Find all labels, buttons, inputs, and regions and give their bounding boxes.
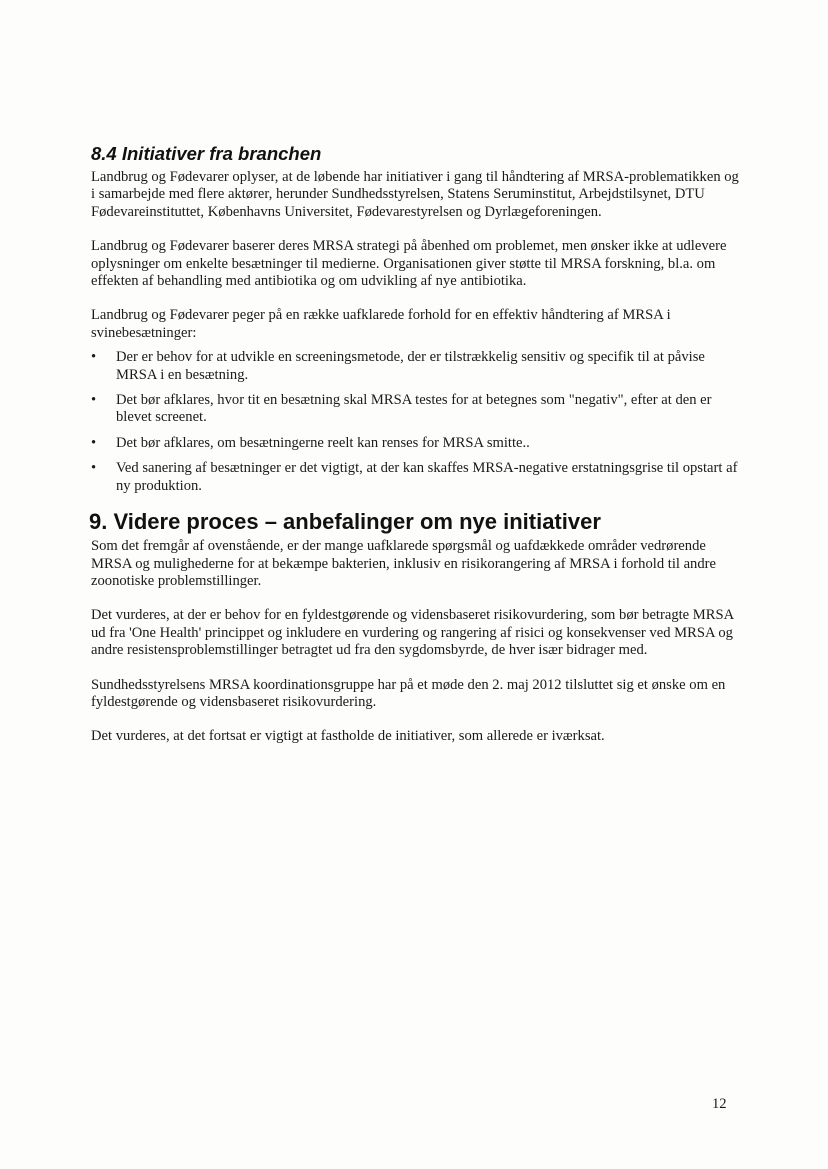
bullet-item <box>91 435 741 452</box>
section-9-paragraph-4: Det vurderes, at det fortsat er vigtigt at fastholde de initiativer, som allerede er iværksat. <box>91 728 605 745</box>
bullet-dot-icon: • <box>91 349 97 366</box>
bullet-text: Det bør afklares, hvor tit en besætning skal MRSA testes for at betegnes som "negativ", efter at den er blevet screenet. <box>116 392 712 426</box>
bullet-text: Ved sanering af besætninger er det vigtigt, at der kan skaffes MRSA-negative erstatningsgrise til opstart af ny produktion. <box>116 460 738 494</box>
bullet-dot-icon: • <box>91 460 97 477</box>
section-9-heading: 9. Videre proces – anbefalinger om nye initiativer <box>89 509 601 535</box>
section-9-paragraph-2: Det vurderes, at der er behov for en fyldestgørende og vidensbaseret risikovurdering, som bør betragte MRSA ud fra 'One Health' princippet og inkludere en vurdering og rangering af risici og konsekvenser ved MRSA og andre resistensproblemstillinger betragtet ud fra den sygdomsbyrde, de hver især bidrager med. <box>91 607 734 659</box>
section-8-4-paragraph-2: Landbrug og Fødevarer baserer deres MRSA strategi på åbenhed om problemet, men ønsker ikke at udlevere oplysninger om enkelte besætninger til medierne. Organisationen giver støtte til MRSA forskning, bl.a. om effekten af behandling med antibiotika og om udvikling af nye antibiotika. <box>91 238 727 290</box>
section-8-4-heading: 8.4 Initiativer fra branchen <box>91 143 322 164</box>
bullet-dot-icon: • <box>91 392 97 409</box>
bullet-item <box>91 349 741 384</box>
bullet-item <box>91 460 741 495</box>
bullet-text: Det bør afklares, om besætningerne reelt kan renses for MRSA smitte.. <box>116 434 530 451</box>
bullet-item <box>91 392 741 427</box>
page-content <box>91 143 741 763</box>
section-9-paragraph-1: Som det fremgår af ovenstående, er der mange uafklarede spørgsmål og uafdækkede områder vedrørende MRSA og mulighederne for at bekæmpe bakterien, inklusiv en risikorangering af MRSA i forhold til andre zoonotiske problemstillinger. <box>91 538 716 589</box>
section-8-4-paragraph-3: Landbrug og Fødevarer peger på en række uafklarede forhold for en effektiv håndtering af MRSA i svinebesætninger: <box>91 307 671 341</box>
bullet-text: Der er behov for at udvikle en screeningsmetode, der er tilstrækkelig sensitiv og specifik til at påvise MRSA i en besætning. <box>116 349 705 383</box>
bullet-dot-icon: • <box>91 434 97 451</box>
section-8-4-paragraph-1: Landbrug og Fødevarer oplyser, at de løbende har initiativer i gang til håndtering af MRSA-problematikken og i samarbejde med flere aktører, herunder Sundhedsstyrelsen, Statens Seruminstitut, Arbejdstilsynet, DTU Fødevareinstituttet, Københavns Universitet, Fødevarestyrelsen og Dyrlægeforeningen. <box>91 169 739 220</box>
section-9-paragraph-3: Sundhedsstyrelsens MRSA koordinationsgruppe har på et møde den 2. maj 2012 tilsluttet sig et ønske om en fyldestgørende og vidensbaseret risikovurdering. <box>91 676 726 710</box>
page-number: 12 <box>712 1096 727 1112</box>
issues-bullet-list <box>91 349 741 495</box>
